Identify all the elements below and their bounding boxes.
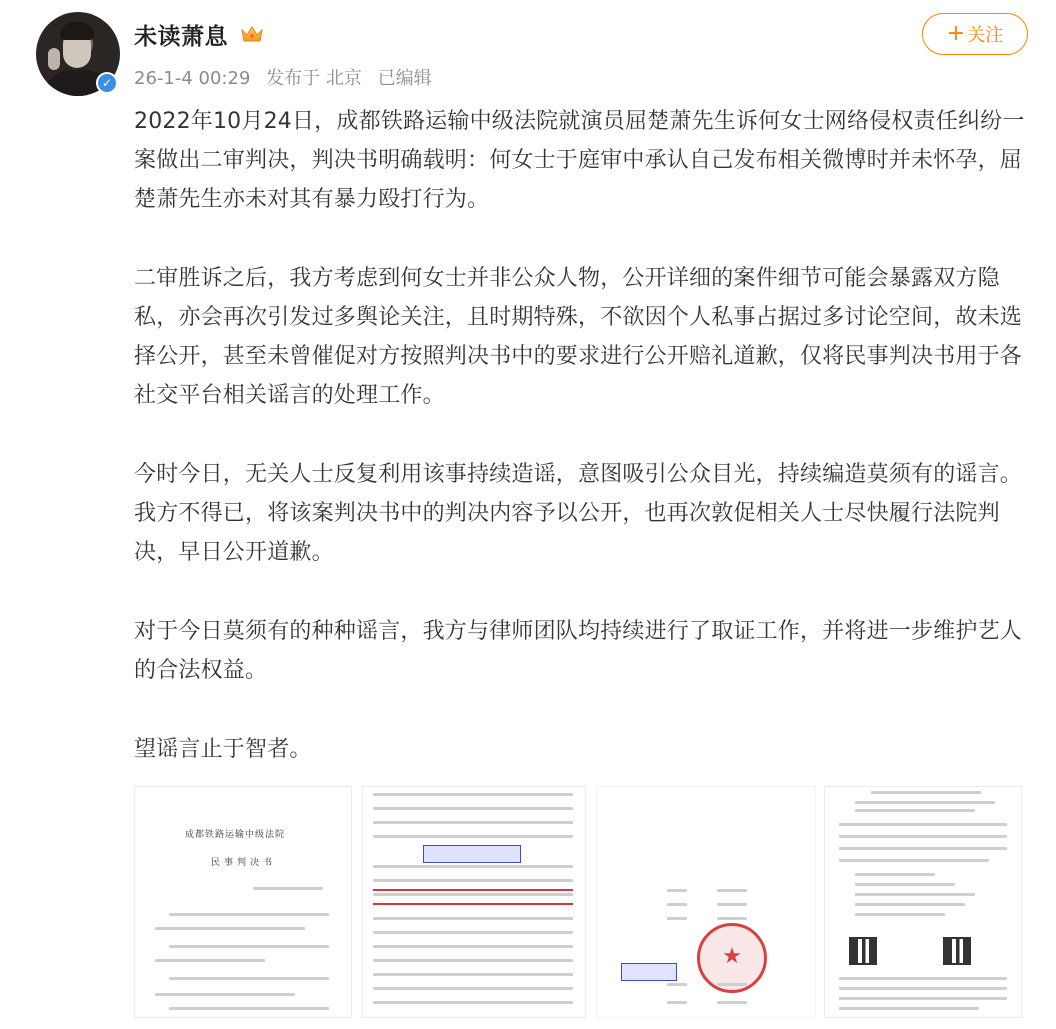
judgment-page-1-image[interactable]: [134, 786, 352, 1018]
doc-type: 民事判决书: [211, 858, 277, 868]
post-edited: 已编辑: [377, 68, 432, 89]
post-paragraph: 今时今日，无关人士反复利用该事持续造谣，意图吸引公众目光，持续编造莫须有的谣言。我方不得已，将该案判决书中的判决内容予以公开，也再次敦促相关人士尽快履行法院判决，早日公开道歉。: [134, 462, 1023, 565]
post-source: 发布于 北京: [266, 68, 362, 89]
post-paragraph: 二审胜诉之后，我方考虑到何女士并非公众人物，公开详细的案件细节可能会暴露双方隐私，亦会再次引发过多舆论关注，且时期特殊，不欲因个人私事占据过多讨论空间，故未选择公开，甚至未曾催促对方按照判决书中的要求进行公开赔礼道歉，仅将民事判决书用于各社交平台相关谣言的处理工作。: [134, 266, 1023, 408]
plus-icon: +: [946, 21, 966, 46]
crown-icon: [240, 24, 264, 44]
post-paragraph: 2022年10月24日，成都铁路运输中级法院就演员屈楚萧先生诉何女士网络侵权责任纠纷一案做出二审判决，判决书明确载明：何女士于庭审中承认自己发布相关微博时并未怀孕，屈楚萧先生亦未对其有暴力殴打行为。: [134, 109, 1025, 212]
judgment-page-3-image[interactable]: [596, 786, 816, 1018]
post-date[interactable]: 26-1-4 00:29: [134, 68, 251, 89]
post-paragraph: 对于今日莫须有的种种谣言，我方与律师团队均持续进行了取证工作，并将进一步维护艺人的合法权益。: [134, 619, 1023, 683]
evidence-certificate-image[interactable]: [824, 786, 1022, 1018]
username[interactable]: 未读萧息: [134, 24, 228, 50]
post-meta: [134, 64, 442, 90]
follow-label: 关注: [967, 25, 1004, 46]
post-body: [134, 102, 1034, 809]
image-gallery: [134, 786, 1034, 1016]
post-paragraph: 望谣言止于智者。: [134, 737, 312, 762]
verified-check-icon: ✓: [96, 72, 118, 94]
judgment-page-2-image[interactable]: [362, 786, 586, 1018]
avatar[interactable]: [36, 12, 120, 96]
follow-button[interactable]: [922, 13, 1028, 55]
doc-court-name: 成都铁路运输中级法院: [185, 830, 286, 840]
